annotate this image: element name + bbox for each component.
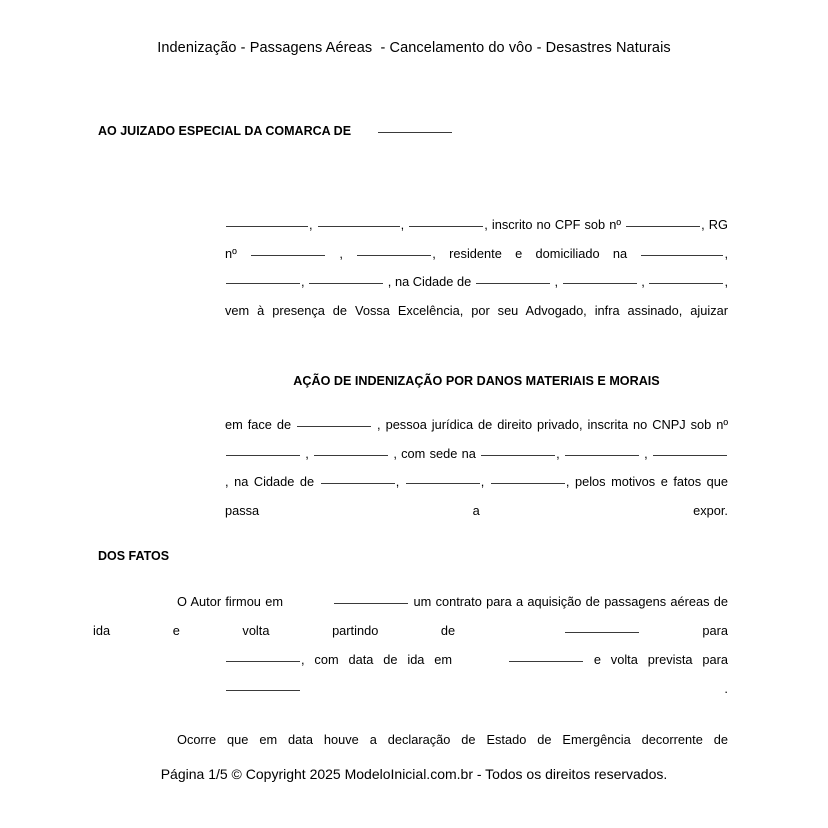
section-heading-dos-fatos: DOS FATOS <box>98 549 170 563</box>
blank-contract-date[interactable] <box>334 594 408 604</box>
facts-text-2: um contrato para a aquisição de passagens aéreas de ida e volta partindo de <box>93 594 728 638</box>
defendant-text-2: , pessoa jurídica de direito privado, inscrita no CNPJ sob nº <box>372 417 728 432</box>
blank-author-rg-issuer[interactable] <box>357 246 431 256</box>
defendant-paragraph <box>225 411 728 554</box>
court-heading-label: AO JUIZADO ESPECIAL DA COMARCA DE <box>98 124 352 138</box>
facts-text-1: O Autor firmou em <box>177 594 288 609</box>
defendant-text-1: em face de <box>225 417 297 432</box>
court-heading <box>98 122 453 140</box>
blank-author-street[interactable] <box>641 246 723 256</box>
facts-cont-text-2: e volta prevista para <box>583 652 728 667</box>
blank-author-cpf[interactable] <box>626 217 700 227</box>
action-title: AÇÃO DE INDENIZAÇÃO POR DANOS MATERIAIS E MORAIS <box>293 374 660 388</box>
defendant-text-5: , <box>556 445 564 461</box>
author-text-8: , <box>301 274 309 290</box>
blank-defendant-city[interactable] <box>321 474 395 484</box>
blank-author-name[interactable] <box>226 217 308 227</box>
blank-defendant-district[interactable] <box>653 446 727 456</box>
blank-defendant-cnpj[interactable] <box>226 446 300 456</box>
author-text-1: , <box>309 217 317 232</box>
author-qualification-block <box>225 211 728 354</box>
author-text-11: , <box>637 274 649 290</box>
defendant-text-6: , <box>639 445 652 461</box>
blank-defendant-state[interactable] <box>406 474 480 484</box>
blank-author-city[interactable] <box>476 274 550 284</box>
blank-defendant-ie[interactable] <box>314 446 388 456</box>
author-text-9: , na Cidade de <box>384 274 475 290</box>
blank-defendant-cep[interactable] <box>491 474 565 484</box>
defendant-text-10: , pelos motivos e fatos que passa a expor. <box>225 474 728 518</box>
facts-continuation-paragraph <box>225 646 728 732</box>
blank-defendant-name[interactable] <box>297 417 371 427</box>
blank-defendant-number[interactable] <box>565 446 639 456</box>
author-text-10: , <box>550 274 562 290</box>
blank-departure-date[interactable] <box>509 652 583 662</box>
page-footer: Página 1/5 © Copyright 2025 ModeloInicial.com.br - Todos os direitos reservados. <box>160 766 668 782</box>
blank-return-date[interactable] <box>226 681 300 691</box>
author-text-12: , vem à presença de Vossa Excelência, por seu Advogado, infra assinado, ajuizar <box>225 274 728 318</box>
document-title: Indenização - Passagens Aéreas - Cancelamento do vôo - Desastres Naturais <box>157 40 671 56</box>
blank-defendant-street[interactable] <box>481 446 555 456</box>
blank-author-state[interactable] <box>563 274 637 284</box>
author-text-5: , <box>326 245 357 261</box>
defendant-text-7: , na Cidade de <box>225 474 320 490</box>
blank-author-rg[interactable] <box>251 246 325 256</box>
facts-continuation-block <box>225 646 728 732</box>
author-text-6: , residente e domiciliado na <box>432 245 641 261</box>
facts-text-3: para <box>639 622 729 638</box>
facts-cont-text-1: , com data de ida em <box>301 652 462 667</box>
blank-origin[interactable] <box>565 623 639 633</box>
blank-author-marital[interactable] <box>409 217 483 227</box>
author-text-3: , inscrito no CPF sob nº <box>484 217 626 232</box>
blank-author-number[interactable] <box>226 274 300 284</box>
author-text-4: , RG nº <box>225 217 728 261</box>
defendant-text-4: , com sede na <box>389 445 481 461</box>
blank-comarca[interactable] <box>378 123 452 133</box>
defendant-text-9: , <box>480 474 490 490</box>
blank-author-nationality[interactable] <box>318 217 400 227</box>
blank-author-cep[interactable] <box>649 274 723 284</box>
author-paragraph <box>225 211 728 354</box>
author-text-7: , <box>724 245 728 261</box>
blank-author-district[interactable] <box>309 274 383 284</box>
facts-cont-text-3: . <box>301 680 728 696</box>
blank-destination[interactable] <box>226 652 300 662</box>
author-text-2: , <box>400 217 409 232</box>
defendant-block <box>225 411 728 554</box>
defendant-text-8: , <box>395 474 405 490</box>
defendant-text-3: , <box>301 445 314 461</box>
occurrence-text-1: Ocorre que em data houve a declaração de Estado de Emergência decorrente de <box>177 732 728 747</box>
